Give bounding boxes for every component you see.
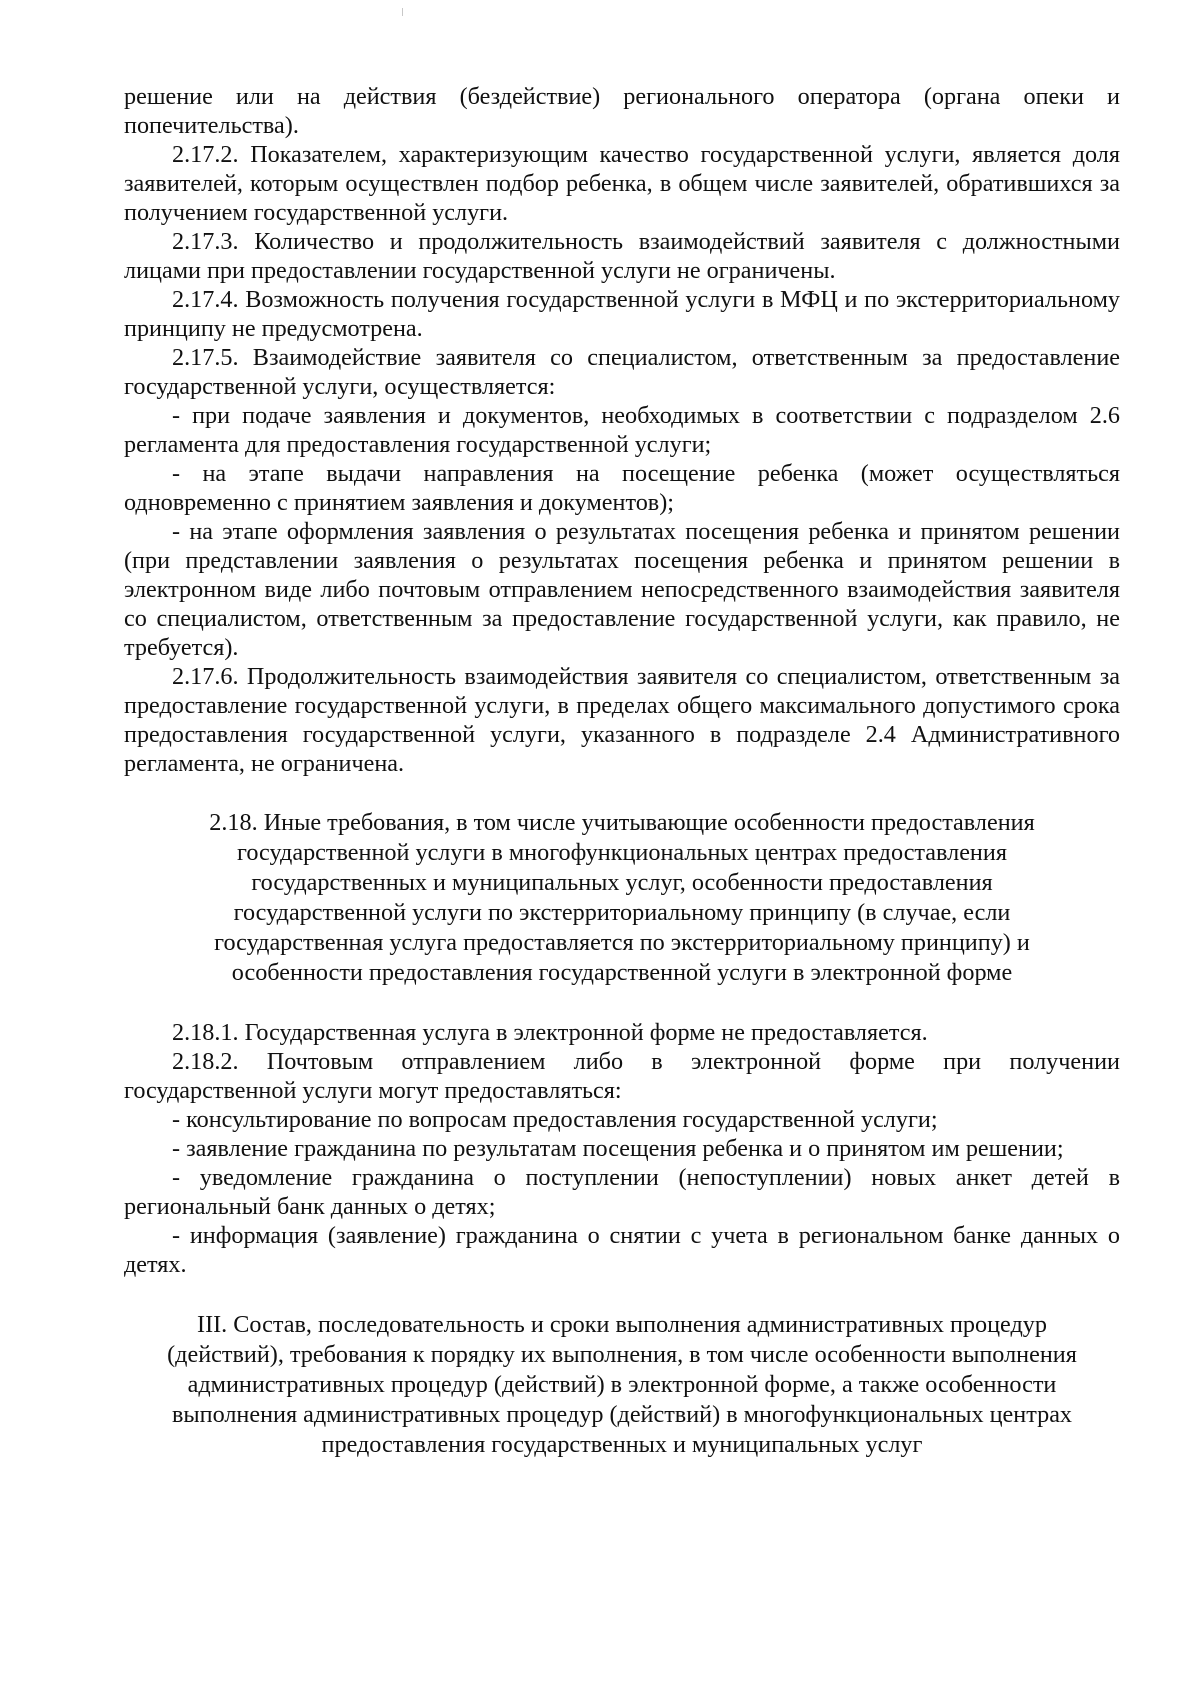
heading-line: особенности предоставления государственной услуги в электронной форме bbox=[231, 959, 1013, 986]
heading-line: государственной услуги по экстерриториальному принципу (в случае, если bbox=[233, 899, 1011, 926]
spacer bbox=[124, 988, 1120, 1018]
paragraph-continuation: решение или на действия (бездействие) регионального оператора (органа опеки и попечительства). bbox=[124, 83, 1120, 139]
heading-line: государственной услуги в многофункциональных центрах предоставления bbox=[237, 839, 1007, 866]
section-heading-iii bbox=[124, 1310, 1120, 1460]
heading-line: (действий), требования к порядку их выполнения, в том числе особенности выполнения bbox=[167, 1341, 1077, 1368]
list-item: - на этапе оформления заявления о результатах посещения ребенка и принятом решении (при представлении заявления о результатах посещения ребенка и принятом решении в электронном виде либо почтовым отправлением непосредственного взаимодействия заявителя со специалистом, ответственным за предоставление государственной услуги, как правило, не требуется). bbox=[124, 518, 1120, 661]
paragraph-2-17-4: 2.17.4. Возможность получения государственной услуги в МФЦ и по экстерриториальному принципу не предусмотрена. bbox=[124, 286, 1120, 342]
list-item: - консультирование по вопросам предоставления государственной услуги; bbox=[172, 1106, 938, 1133]
heading-line: административных процедур (действий) в электронной форме, а также особенности bbox=[187, 1371, 1057, 1398]
list-item: - информация (заявление) гражданина о снятии с учета в региональном банке данных о детях. bbox=[124, 1222, 1120, 1278]
section-heading-2-18 bbox=[124, 808, 1120, 988]
paragraph-2-17-3: 2.17.3. Количество и продолжительность взаимодействий заявителя с должностными лицами при предоставлении государственной услуги не ограничены. bbox=[124, 228, 1120, 284]
heading-line: предоставления государственных и муниципальных услуг bbox=[321, 1431, 923, 1458]
list-item: - при подаче заявления и документов, необходимых в соответствии с подразделом 2.6 регламента для предоставления государственной услуги; bbox=[124, 402, 1120, 458]
heading-line: государственная услуга предоставляется по экстерриториальному принципу) и bbox=[214, 929, 1030, 956]
spacer bbox=[124, 778, 1120, 808]
list-item: - уведомление гражданина о поступлении (непоступлении) новых анкет детей в региональный банк данных о детях; bbox=[124, 1164, 1120, 1220]
paragraph-2-17-6: 2.17.6. Продолжительность взаимодействия заявителя со специалистом, ответственным за предоставление государственной услуги, в пределах общего максимального допустимого срока предоставления государственной услуги, указанного в подразделе 2.4 Административного регламента, не ограничена. bbox=[124, 663, 1120, 777]
paragraph-2-18-2: 2.18.2. Почтовым отправлением либо в электронной форме при получении государственной услуги могут предоставляться: bbox=[124, 1048, 1120, 1104]
list-item: - заявление гражданина по результатам посещения ребенка и о принятом им решении; bbox=[172, 1135, 1064, 1162]
heading-line: государственных и муниципальных услуг, особенности предоставления bbox=[251, 869, 993, 896]
heading-line: 2.18. Иные требования, в том числе учитывающие особенности предоставления bbox=[209, 809, 1035, 836]
scan-artifact-mark bbox=[402, 8, 403, 16]
paragraph-2-17-2: 2.17.2. Показателем, характеризующим качество государственной услуги, является доля заявителей, которым осуществлен подбор ребенка, в общем числе заявителей, обратившихся за получением государственной услуги. bbox=[124, 141, 1120, 226]
paragraph-2-18-1: 2.18.1. Государственная услуга в электронной форме не предоставляется. bbox=[172, 1019, 928, 1046]
list-item: - на этапе выдачи направления на посещение ребенка (может осуществляться одновременно с принятием заявления и документов); bbox=[124, 460, 1120, 516]
document-page bbox=[124, 82, 1120, 1460]
heading-line: III. Состав, последовательность и сроки выполнения административных процедур bbox=[197, 1311, 1047, 1338]
heading-line: выполнения административных процедур (действий) в многофункциональных центрах bbox=[171, 1401, 1073, 1428]
paragraph-2-17-5: 2.17.5. Взаимодействие заявителя со специалистом, ответственным за предоставление государственной услуги, осуществляется: bbox=[124, 344, 1120, 400]
spacer bbox=[124, 1279, 1120, 1310]
